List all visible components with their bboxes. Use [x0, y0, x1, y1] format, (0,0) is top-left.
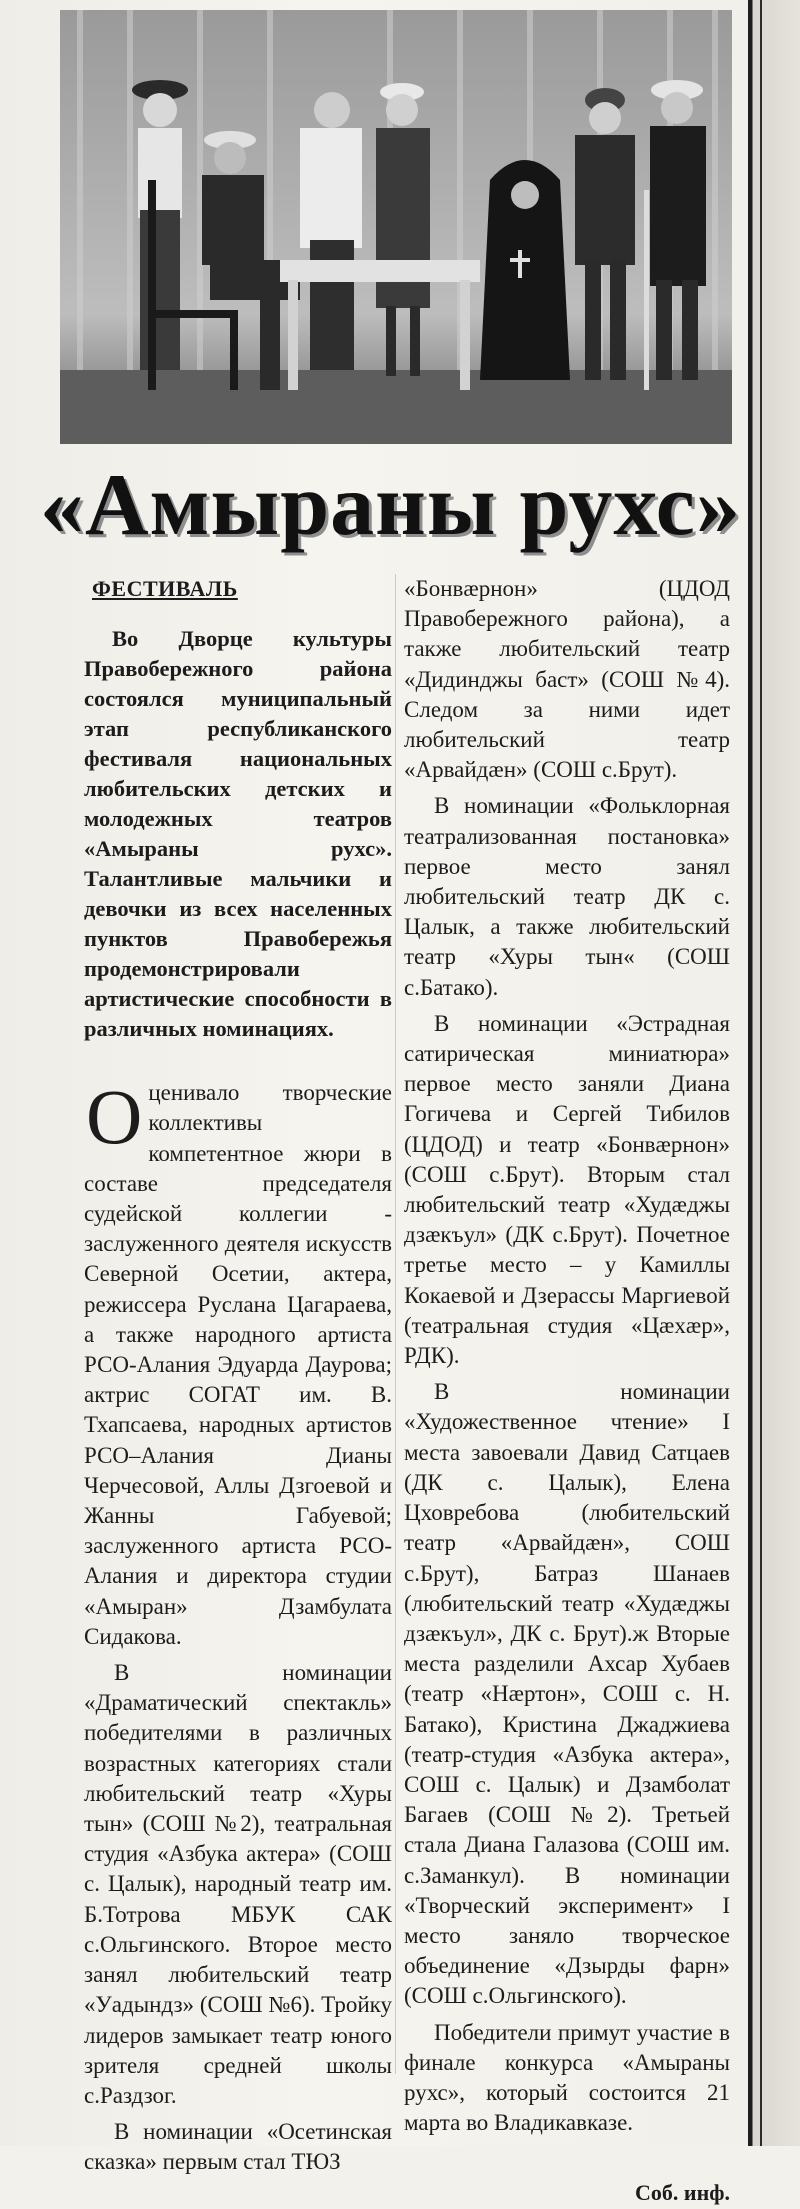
- column-divider: [395, 574, 396, 2074]
- article-column-left: [84, 574, 392, 2178]
- drop-cap: О: [86, 1073, 143, 1161]
- signature: Соб. инф.: [635, 2180, 730, 2206]
- page-fold-line: [760, 0, 762, 2146]
- article-title: «Амыраны рухс»: [40, 457, 741, 554]
- paragraph-drama: В номинации «Драматический спектакль» победителями в различных возрастных категориях стали любительский театр «Хуры тын» (СОШ №2), театральная студия «Азбука актера» (СОШ с. Цалык), народный театр им. Б.Тотрова МБУК САК с.Ольгинского. Второе место занял любительский театр «Уадындз» (СОШ №6). Тройку лидеров замыкает театр юного зрителя средней школы с.Раздзог.: [84, 1660, 392, 2108]
- paragraph-reading: В номинации «Художественное чтение» I места завоевали Давид Сатцаев (ДК с. Цалык), Елена Цховребова (любительский театр «Арвайдæн», СОШ с.Брут), Батраз Шанаев (любительский театр «Худæджы дзæкъул», ДК с. Брут).ж Вторые места разделили Ахсар Хубаев (театр «Нæртон», СОШ с. Н. Батако), Кристина Джаджиева (театр-студия «Азбука актера», СОШ с. Цалык) и Дзамболат Багаев (СОШ №2). Третьей стала Диана Галазова (СОШ им. с.Заманкул). В номинации «Творческий эксперимент» I место заняло творческое объединение «Дзырды фарн» (СОШ с.Ольгинского).: [404, 1379, 730, 2009]
- paragraph-final: Победители примут участие в финале конкурса «Амыраны рухс», который состоится 21 марта во Владикавказе.: [404, 2019, 730, 2136]
- stage-photo: [60, 10, 732, 444]
- article-column-right: [404, 574, 730, 2209]
- paragraph-tale-continued: «Бонвæрнон» (ЦДОД Правобережного района), а также любительский театр «Дидинджы баст» (СОШ №4). Следом за ними идет любительский театр «Арвайдæн» (СОШ с.Брут).: [404, 576, 730, 783]
- article-lead: Во Дворце культуры Правобережного района состоялся муниципальный этап республиканского фестиваля национальных любительских детских и молодежных театров «Амыраны рухс». Талантливые мальчики и девочки из всех населенных пунктов Правобережья продемонстрировали артистические способности в различных номинациях.: [84, 626, 392, 1042]
- adjacent-page-edge: [748, 0, 800, 2146]
- paragraph-satire: В номинации «Эстрадная сатирическая миниатюра» первое место заняли Диана Гогичева и Сергей Тибилов (ЦДОД) и театр «Бонвæрнон» (СОШ с.Брут). Вторым стал любительский театр «Худæджы дзæкъул» (ДК с.Брут). Почетное третье место – у Камиллы Кокаевой и Дзерассы Маргиевой (театральная студия «Цæхæр», РДК).: [404, 1010, 730, 1369]
- rubric-label: ФЕСТИВАЛЬ: [92, 576, 238, 601]
- paragraph-jury-text: ценивало творческие коллективы компетентное жюри в составе председателя судейской коллегии - заслуженного деятеля искусств Северной Осетии, актера, режиссера Руслана Цагараева, а также народного артиста РСО-Алания Эдуарда Даурова; актрис СОГАТ им. В. Тхапсаева, народных артистов РСО–Алания Дианы Черчесовой, Аллы Дзгоевой и Жанны Габуевой; заслуженного артиста РСО-Алания и директора студии «Амыран» Дзамбулата Сидакова.: [84, 1080, 392, 1649]
- paragraph-folklore: В номинации «Фольклорная театрализованная постановка» первое место занял любительский театр ДК с. Цалык, а также любительский театр «Хуры тын« (СОШ с.Батако).: [404, 793, 730, 1000]
- paragraph-tale-start: В номинации «Осетинская сказка» первым стал ТЮЗ: [84, 2119, 392, 2175]
- paragraph-jury: [84, 1073, 392, 1652]
